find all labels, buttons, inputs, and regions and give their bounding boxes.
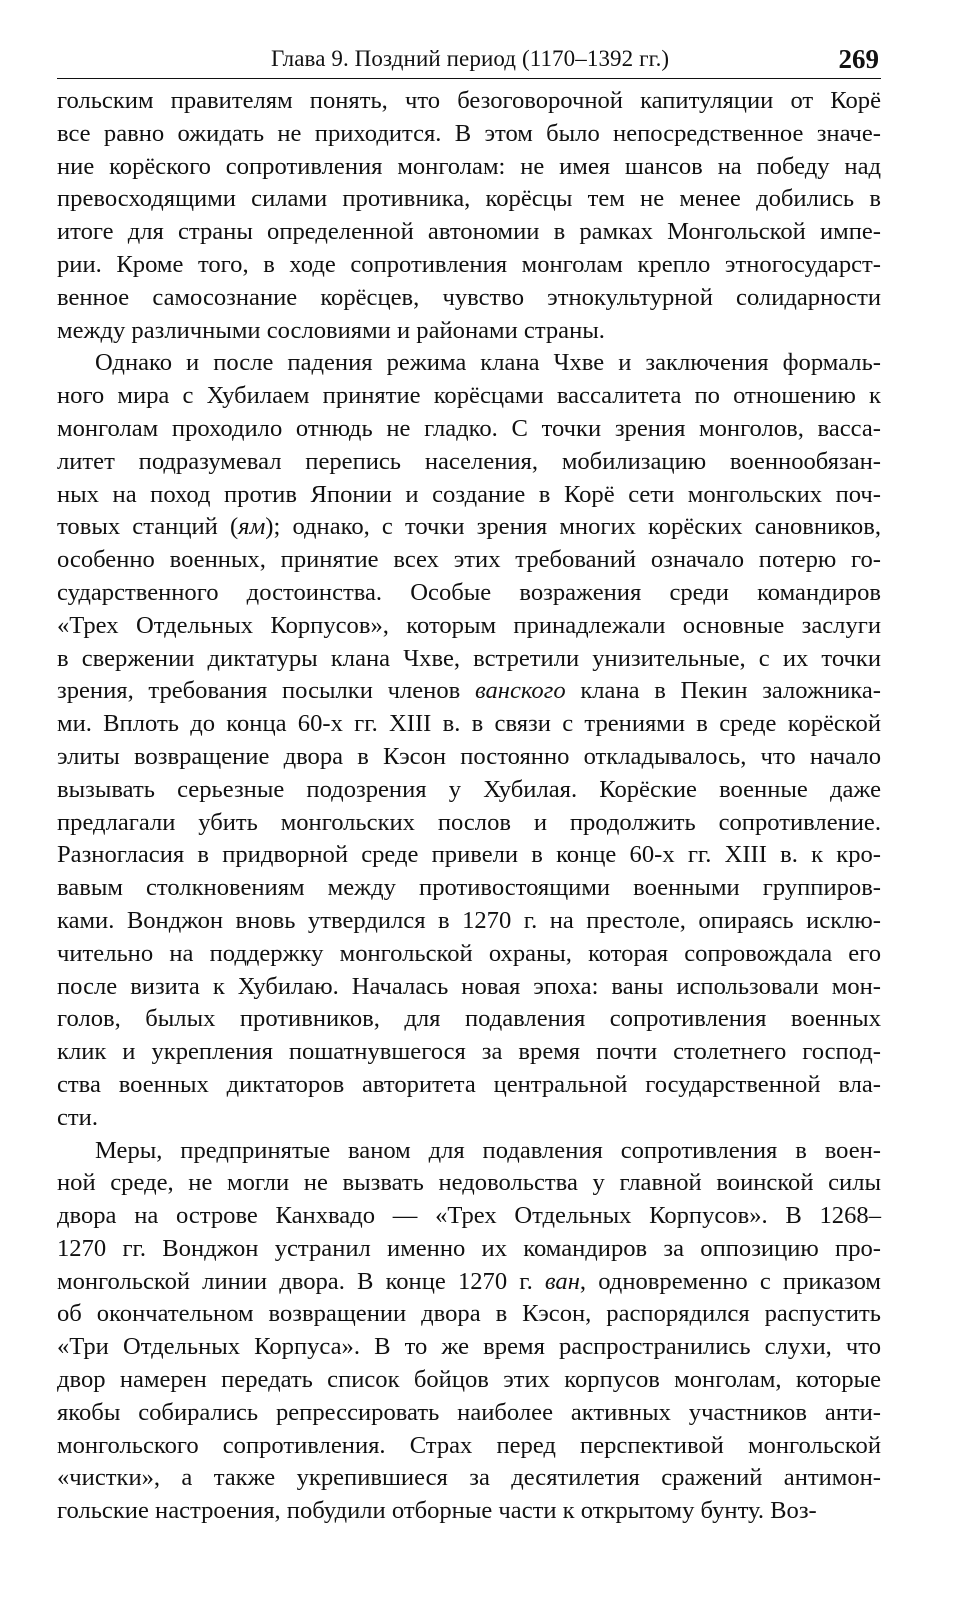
text-segment: двора на острове Канхвадо — «Трех Отдельных Корпусов». В 1268– — [57, 1202, 881, 1230]
text-segment: монголам проходило отнюдь не гладко. С точки зрения монголов, васса- — [57, 414, 881, 442]
text-line — [57, 216, 881, 249]
paragraph — [57, 347, 881, 1134]
text-line — [57, 807, 881, 840]
text-line — [57, 544, 881, 577]
text-line — [57, 1298, 881, 1331]
text-line — [57, 446, 881, 479]
text-line — [57, 380, 881, 413]
text-segment: гольские настроения, побудили отборные части к открытому бунту. Воз- — [57, 1497, 817, 1525]
text-segment: 1270 гг. Вонджон устранил именно их командиров за оппозицию про- — [57, 1234, 881, 1262]
text-segment: ние корёского сопротивления монголам: не имея шансов на победу над — [57, 152, 881, 180]
text-line — [57, 118, 881, 151]
text-line — [57, 85, 881, 118]
text-line — [57, 511, 881, 544]
text-line — [57, 1135, 881, 1168]
text-line — [57, 479, 881, 512]
text-segment: гольским правителям понять, что безоговорочной капитуляции от Корё — [57, 87, 881, 114]
text-line — [57, 1397, 881, 1430]
text-segment: ной среде, не могли не вызвать недовольства у главной воинской силы — [57, 1169, 881, 1197]
text-line — [57, 1200, 881, 1233]
text-segment: между различными сословиями и районами страны. — [57, 316, 605, 344]
paragraph — [57, 1135, 881, 1529]
italic-term: ван — [544, 1267, 580, 1295]
text-line — [57, 971, 881, 1004]
text-line — [57, 839, 881, 872]
page-header — [57, 44, 881, 79]
italic-term: ям — [238, 513, 266, 541]
text-line — [57, 1331, 881, 1364]
text-segment: «Трех Отдельных Корпусов», которым принадлежали основные заслуги — [57, 611, 881, 639]
text-line — [57, 151, 881, 184]
text-segment: ); однако, с точки зрения многих корёских сановников, — [265, 513, 881, 541]
text-segment: рии. Кроме того, в ходе сопротивления монголам крепло этногосударст- — [57, 250, 881, 278]
text-line — [57, 282, 881, 315]
text-segment: предлагали убить монгольских послов и продолжить сопротивление. — [57, 808, 881, 836]
text-line — [57, 708, 881, 741]
text-line — [57, 905, 881, 938]
text-line — [57, 675, 881, 708]
text-line — [57, 1003, 881, 1036]
text-segment: вызывать серьезные подозрения у Хубилая. Корёские военные даже — [57, 775, 881, 803]
text-segment: чительно на поддержку монгольской охраны, которая сопровождала его — [57, 939, 881, 967]
text-segment: товых станций ( — [57, 513, 239, 541]
body-text — [57, 85, 881, 1528]
text-segment: Однако и после падения режима клана Чхве и заключения формаль- — [95, 349, 881, 377]
text-line — [57, 1069, 881, 1102]
text-segment: в свержении диктатуры клана Чхве, встретили унизительные, с их точки — [57, 644, 881, 672]
text-segment: монгольской линии двора. В конце 1270 г. — [57, 1267, 545, 1295]
text-line — [57, 1495, 881, 1528]
text-segment: голов, былых противников, для подавления сопротивления военных — [57, 1005, 881, 1033]
text-line — [57, 938, 881, 971]
text-line — [57, 1167, 881, 1200]
text-line — [57, 315, 881, 348]
text-segment: сти. — [57, 1103, 98, 1131]
text-segment: ми. Вплоть до конца 60-х гг. XIII в. в связи с трениями в среде корёской — [57, 710, 881, 738]
text-line — [57, 774, 881, 807]
text-line — [57, 413, 881, 446]
text-line — [57, 872, 881, 905]
text-segment: ками. Вонджон вновь утвердился в 1270 г. на престоле, опираясь исклю- — [57, 906, 881, 934]
text-segment: литет подразумевал перепись населения, мобилизацию военнообязан- — [57, 447, 881, 475]
text-segment: «чистки», а также укрепившиеся за десятилетия сражений антимон- — [57, 1464, 881, 1492]
text-segment: двор намерен передать список бойцов этих корпусов монголам, которые — [57, 1366, 881, 1394]
text-segment: все равно ожидать не приходится. В этом было непосредственное значе- — [57, 119, 881, 147]
text-segment: после визита к Хубилаю. Началась новая эпоха: ваны использовали мон- — [57, 972, 881, 1000]
text-line — [57, 577, 881, 610]
text-line — [57, 643, 881, 676]
text-line — [57, 1036, 881, 1069]
page-number: 269 — [838, 44, 879, 74]
text-segment: вавым столкновениям между противостоящими военными группиров- — [57, 874, 881, 902]
text-segment: ных на поход против Японии и создание в Корё сети монгольских поч- — [57, 480, 881, 508]
text-segment: превосходящими силами противника, корёсцы тем не менее добились в — [57, 185, 881, 213]
book-page — [57, 44, 881, 1528]
text-line — [57, 347, 881, 380]
text-line — [57, 1266, 881, 1299]
text-segment: особенно военных, принятие всех этих требований означало потерю го- — [57, 546, 881, 574]
text-segment: сударственного достоинства. Особые возражения среди командиров — [57, 578, 881, 606]
text-line — [57, 183, 881, 216]
text-segment: клик и укрепления пошатнувшегося за время почти столетнего господ- — [57, 1038, 881, 1066]
text-line — [57, 249, 881, 282]
text-line — [57, 741, 881, 774]
text-segment: итоге для страны определенной автономии в рамках Монгольской импе- — [57, 218, 881, 246]
text-segment: элиты возвращение двора в Кэсон постоянно откладывалось, что начало — [57, 742, 881, 770]
text-line — [57, 1430, 881, 1463]
text-line — [57, 1102, 881, 1135]
text-segment: Меры, предпринятые ваном для подавления сопротивления в воен- — [95, 1136, 881, 1164]
text-segment: зрения, требования посылки членов — [57, 677, 475, 705]
text-line — [57, 1364, 881, 1397]
text-segment: об окончательном возвращении двора в Кэсон, распорядился распустить — [57, 1300, 881, 1328]
text-line — [57, 1233, 881, 1266]
text-segment: «Три Отдельных Корпуса». В то же время распространились слухи, что — [57, 1333, 881, 1361]
text-segment: якобы собирались репрессировать наиболее активных участников анти- — [57, 1398, 881, 1426]
paragraph — [57, 85, 881, 347]
running-title: Глава 9. Поздний период (1170–1392 гг.) — [271, 46, 670, 71]
text-segment: , одновременно с приказом — [579, 1267, 881, 1295]
text-line — [57, 1462, 881, 1495]
text-segment: клана в Пекин заложника- — [565, 677, 881, 705]
text-segment: монгольского сопротивления. Страх перед перспективой монгольской — [57, 1431, 881, 1459]
text-segment: Разногласия в придворной среде привели в конце 60-х гг. XIII в. к кро- — [57, 841, 881, 869]
italic-term: ванского — [474, 677, 566, 705]
text-segment: венное самосознание корёсцев, чувство этнокультурной солидарности — [57, 283, 881, 311]
text-line — [57, 610, 881, 643]
text-segment: ного мира с Хубилаем принятие корёсцами вассалитета по отношению к — [57, 382, 881, 410]
text-segment: ства военных диктаторов авторитета центральной государственной вла- — [57, 1070, 881, 1098]
